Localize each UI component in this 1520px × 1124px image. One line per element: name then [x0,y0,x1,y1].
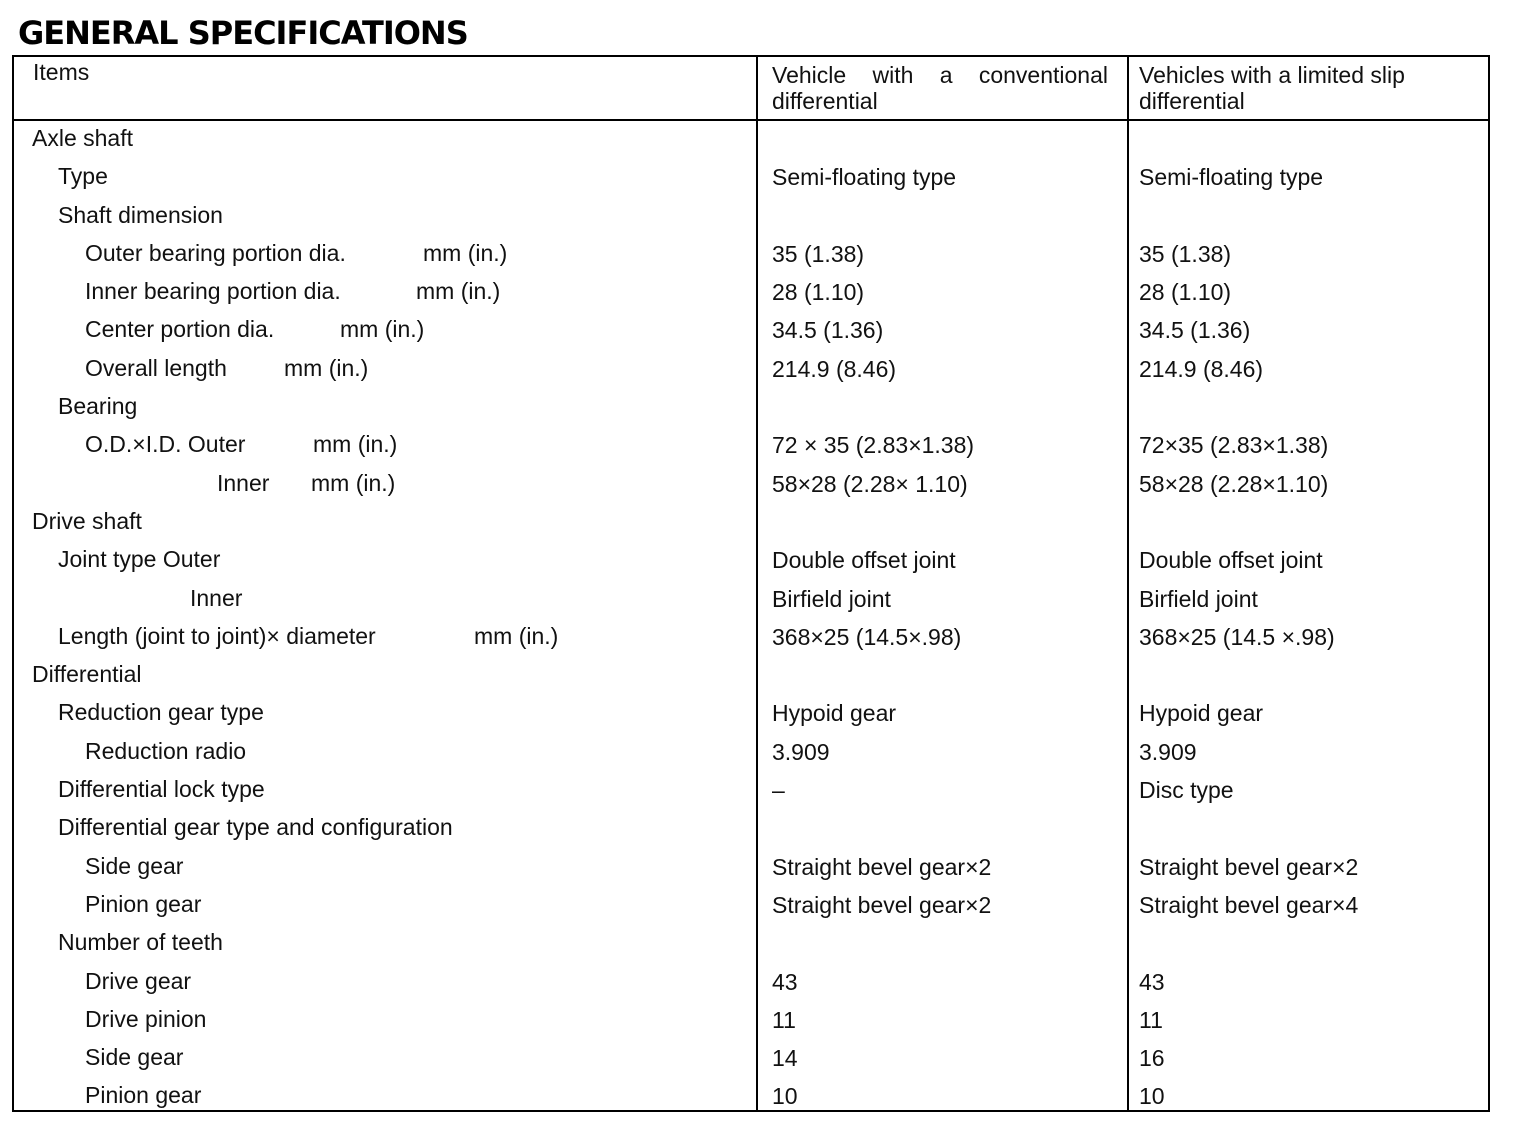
limited-slip-value: 214.9 (8.46) [1139,355,1264,382]
limited-slip-value: Straight bevel gear×4 [1139,891,1359,918]
limited-slip-value: 34.5 (1.36) [1139,317,1251,344]
row-item-label: Differential gear type and configuration [58,814,453,841]
conventional-value: 214.9 (8.46) [772,355,897,382]
table-row [14,808,1488,846]
limited-slip-value: 43 [1139,968,1165,995]
table-row [14,234,1488,272]
row-item-label: Differential lock type [58,776,265,803]
row-item-label: Joint type Outer [58,546,221,573]
row-item-label: Inner [217,469,270,496]
row-unit: mm (in.) [416,278,501,305]
conventional-value: 58×28 (2.28× 1.10) [772,470,968,497]
row-item-label: O.D.×I.D. Outer [85,431,246,458]
row-item-label: Type [58,163,108,190]
row-item-label: Number of teeth [58,929,223,956]
conventional-value: Hypoid gear [772,700,897,727]
row-unit: mm (in.) [474,622,559,649]
table-row [14,157,1488,195]
row-unit: mm (in.) [423,239,508,266]
conventional-value: Straight bevel gear×2 [772,891,992,918]
row-item-label: Drive pinion [85,1005,207,1032]
row-item-label: Inner bearing portion dia. [85,278,341,305]
conventional-value: 28 (1.10) [772,279,865,306]
table-row [14,847,1488,885]
row-item-label: Length (joint to joint)× diameter [58,622,376,649]
header-line: Vehicles with a limited slip [1139,62,1405,88]
limited-slip-value: 72×35 (2.83×1.38) [1139,432,1329,459]
table-row [14,196,1488,234]
table-row [14,310,1488,348]
limited-slip-value: 28 (1.10) [1139,279,1232,306]
limited-slip-value: 16 [1139,1045,1165,1072]
row-item-label: Side gear [85,852,184,879]
limited-slip-value: Straight bevel gear×2 [1139,853,1359,880]
conventional-value: – [772,777,785,804]
table-row [14,732,1488,770]
header-items: Items [33,59,90,85]
conventional-value: Double offset joint [772,547,956,574]
header-limited-slip-differential [1139,62,1485,114]
table-row [14,1038,1488,1076]
conventional-value: Semi-floating type [772,164,957,191]
limited-slip-value: 11 [1139,1006,1163,1033]
row-item-label: Axle shaft [32,125,133,151]
limited-slip-value: Birfield joint [1139,585,1258,612]
page-title: GENERAL SPECIFICATIONS [18,14,468,52]
row-item-label: Drive shaft [32,507,142,534]
row-item-label: Reduction gear type [58,699,264,726]
table-row [14,655,1488,693]
conventional-value: 35 (1.38) [772,240,865,267]
table-row [14,770,1488,808]
conventional-value: 43 [772,968,798,995]
row-unit: mm (in.) [284,354,369,381]
table-row [14,693,1488,731]
row-item-label: Differential [32,661,142,688]
table-row [14,349,1488,387]
conventional-value: 368×25 (14.5×.98) [772,623,962,650]
table-row [14,464,1488,502]
limited-slip-value: 58×28 (2.28×1.10) [1139,470,1329,497]
header-line: differential [1139,88,1245,114]
row-unit: mm (in.) [311,469,396,496]
row-item-label: Bearing [58,393,138,420]
conventional-value: 72 × 35 (2.83×1.38) [772,432,975,459]
conventional-value: 34.5 (1.36) [772,317,884,344]
table-row [14,962,1488,1000]
table-row [14,923,1488,961]
table-row [14,1076,1488,1114]
limited-slip-value: Semi-floating type [1139,164,1324,191]
row-item-label: Shaft dimension [58,201,223,228]
table-row [14,617,1488,655]
row-item-label: Center portion dia. [85,316,275,343]
table-row [14,387,1488,425]
row-item-label: Inner [190,584,243,611]
table-row [14,119,1488,157]
conventional-value: 10 [772,1083,798,1110]
table-row [14,425,1488,463]
conventional-value: Straight bevel gear×2 [772,853,992,880]
conventional-value: 3.909 [772,738,830,765]
conventional-value: 14 [772,1045,798,1072]
conventional-value: Birfield joint [772,585,891,612]
header-line: differential [772,88,878,114]
limited-slip-value: 35 (1.38) [1139,240,1232,267]
table-body [14,119,1488,1115]
conventional-value: 11 [772,1006,796,1033]
table-row [14,502,1488,540]
table-row [14,272,1488,310]
table-row [14,579,1488,617]
row-item-label: Pinion gear [85,890,202,917]
limited-slip-value: Double offset joint [1139,547,1323,574]
header-conventional-differential [772,62,1108,114]
table-row [14,1000,1488,1038]
row-unit: mm (in.) [340,316,425,343]
specifications-table [12,55,1490,1112]
row-item-label: Overall length [85,354,227,381]
limited-slip-value: 10 [1139,1083,1165,1110]
row-item-label: Reduction radio [85,737,247,764]
row-item-label: Pinion gear [85,1082,202,1109]
limited-slip-value: 368×25 (14.5 ×.98) [1139,623,1335,650]
limited-slip-value: Hypoid gear [1139,700,1264,727]
table-row [14,540,1488,578]
row-item-label: Side gear [85,1044,184,1071]
row-item-label: Outer bearing portion dia. [85,239,346,266]
table-row [14,885,1488,923]
header-line: Vehicle with a conventional [772,62,1108,88]
row-unit: mm (in.) [313,431,398,458]
limited-slip-value: 3.909 [1139,738,1197,765]
limited-slip-value: Disc type [1139,777,1234,804]
row-item-label: Drive gear [85,967,192,994]
